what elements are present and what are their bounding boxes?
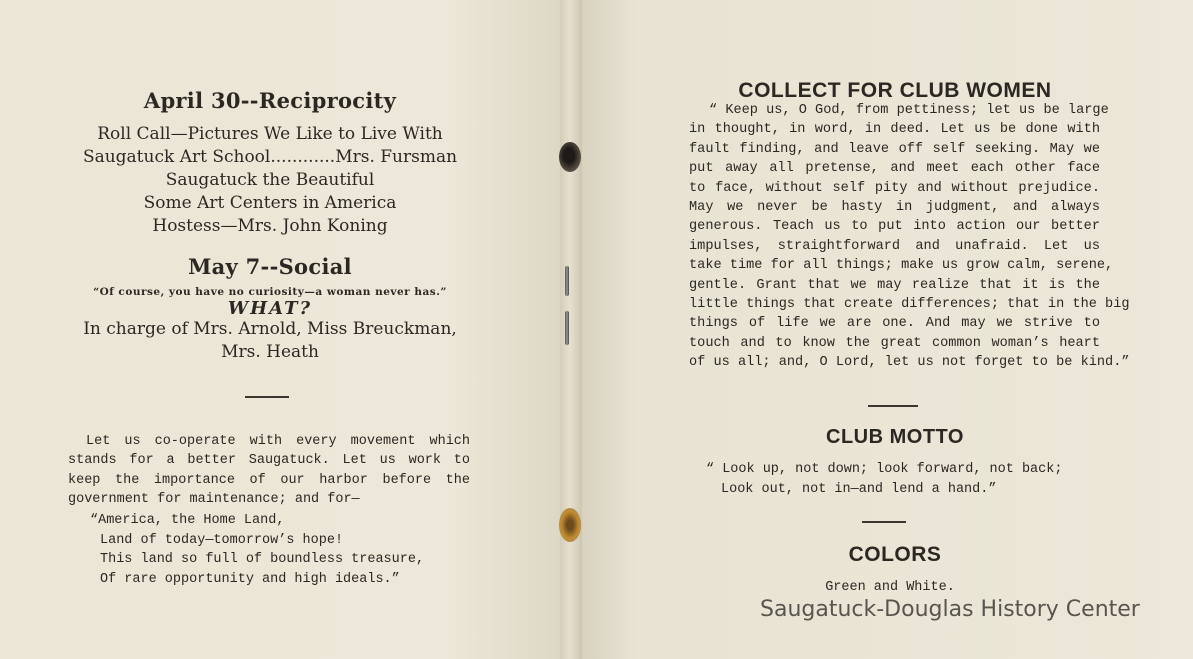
collect-line: little things that create differences; that in the big <box>689 297 1130 313</box>
may-what: WHAT? <box>227 298 313 319</box>
colors-value: Green and White. <box>825 580 955 595</box>
motto-title: CLUB MOTTO <box>826 426 964 448</box>
book-gutter <box>560 0 582 659</box>
verse-line: Land of today—tomorrow’s hope! <box>100 532 344 548</box>
collect-title: COLLECT FOR CLUB WOMEN <box>738 79 1052 102</box>
april-line: Some Art Centers in America <box>143 193 397 213</box>
binding-staple-top <box>565 266 569 296</box>
april-heading: April 30--Reciprocity <box>143 88 397 113</box>
may-heading: May 7--Social <box>188 254 352 279</box>
verse-line: This land so full of boundless treasure, <box>100 552 425 567</box>
watermark: Saugatuck-Douglas History Center <box>760 597 1140 622</box>
america-verse <box>90 511 424 589</box>
cooperate-line: Let us co-operate with every movement which <box>86 434 470 449</box>
cooperate-line: keep the importance of our harbor before the <box>68 472 470 488</box>
may-quote: “Of course, you have no curiosity—a woman never has.” <box>93 286 447 298</box>
collect-line: fault finding, and leave off self seeking. May we <box>689 141 1100 157</box>
may-charge-line: In charge of Mrs. Arnold, Miss Breuckman, <box>83 319 457 339</box>
collect-line: generous. Teach us to put into action our better <box>689 219 1100 235</box>
right-divider-2 <box>862 521 906 523</box>
april-line: Saugatuck Art School............Mrs. Fursman <box>82 147 458 167</box>
cooperate-line: government for maintenance; and for— <box>68 492 360 508</box>
april-line: Saugatuck the Beautiful <box>165 170 375 190</box>
cooperate-line: stands for a better Saugatuck. Let us work to <box>68 453 470 469</box>
verse-line: “America, the Home Land, <box>90 513 285 528</box>
collect-line: to face, without self pity and without prejudice. <box>689 180 1100 196</box>
collect-line: gentle. Grant that we may realize that it is the <box>689 277 1100 293</box>
collect-line: touch and to know the great common woman’s heart <box>689 335 1100 351</box>
verse-line: Of rare opportunity and high ideals.” <box>100 571 400 587</box>
collect-line: things of life we are one. And may we strive to <box>689 316 1100 332</box>
cooperate-paragraph <box>68 432 470 510</box>
may-charge-line: Mrs. Heath <box>221 342 319 362</box>
binding-hole-top <box>559 142 581 172</box>
right-divider-1 <box>868 405 918 407</box>
motto-line: “ Look up, not down; look forward, not back; <box>706 462 1063 477</box>
collect-line: impulses, straightforward and unafraid. Let us <box>689 238 1100 254</box>
april-program <box>40 123 500 238</box>
may-charge <box>40 318 500 364</box>
collect-body <box>689 101 1130 373</box>
collect-line: “ Keep us, O God, from pettiness; let us be large <box>709 103 1109 118</box>
left-divider <box>245 396 289 398</box>
april-line: Roll Call—Pictures We Like to Live With <box>97 124 443 144</box>
collect-line: in thought, in word, in deed. Let us be done with <box>689 122 1100 138</box>
collect-line: of us all; and, O Lord, let us not forget to be kind.” <box>689 355 1130 371</box>
binding-staple-bottom <box>565 311 569 345</box>
collect-line: put away all pretense, and meet each other face <box>689 161 1100 177</box>
april-line: Hostess—Mrs. John Koning <box>152 216 388 236</box>
motto-line: Look out, not in—and lend a hand.” <box>721 481 997 497</box>
motto-body <box>706 460 1062 499</box>
binding-hole-bottom <box>559 508 581 542</box>
collect-line: take time for all things; make us grow calm, serene, <box>689 258 1114 274</box>
collect-line: May we never be hasty in judgment, and always <box>689 200 1100 216</box>
colors-title: COLORS <box>848 543 942 566</box>
